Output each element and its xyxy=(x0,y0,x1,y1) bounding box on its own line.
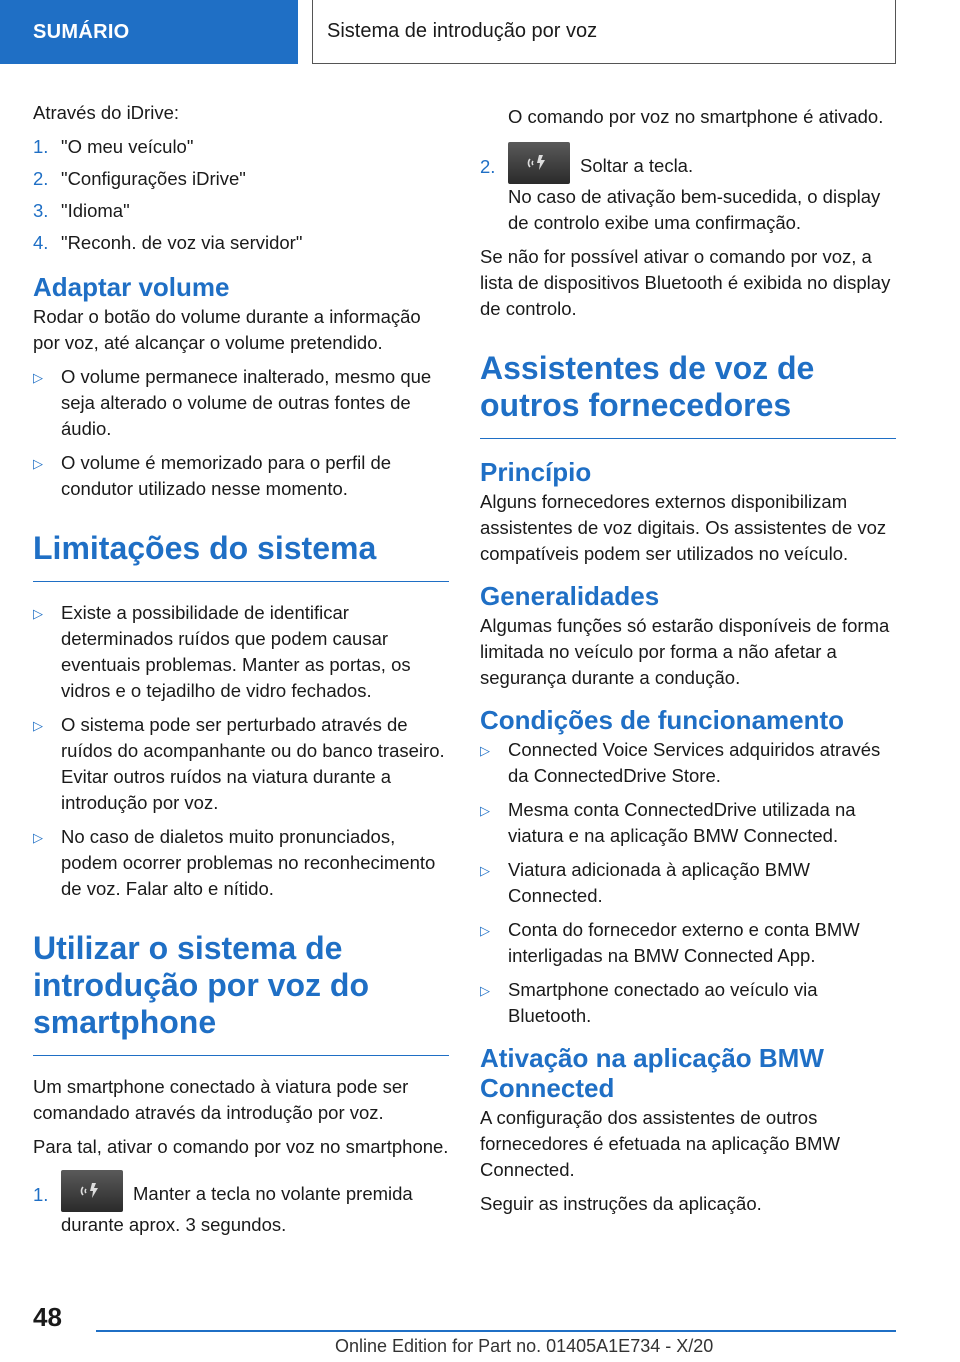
bullet-icon: ▷ xyxy=(33,370,43,385)
smartphone-text-1: Um smartphone conectado à viatura pode ser comandado através da introdução por voz. xyxy=(33,1076,409,1123)
bullet-icon: ▷ xyxy=(480,923,490,938)
principle-heading: Princípio xyxy=(480,457,592,487)
bullet-icon: ▷ xyxy=(33,830,43,845)
left-column xyxy=(33,100,449,1238)
list-item: 4. "Reconh. de voz via servidor" xyxy=(33,232,303,253)
summary-tab[interactable]: SUMÁRIO xyxy=(0,0,298,64)
page-header xyxy=(0,0,960,66)
idrive-steps xyxy=(33,134,449,256)
bullet-icon: ▷ xyxy=(33,606,43,621)
list-item: ▷ Smartphone conectado ao veículo via Bluetooth. xyxy=(480,977,896,1029)
activation-text-2: Seguir as instruções da aplicação. xyxy=(480,1193,762,1214)
smartphone-text-2: Para tal, ativar o comando por voz no smartphone. xyxy=(33,1136,449,1157)
activation-text-1: A configuração dos assistentes de outros fornecedores é efetuada na aplicação BMW Connected. xyxy=(480,1107,840,1180)
activation-heading: Ativação na aplicação BMW Connected xyxy=(480,1043,824,1103)
principle-text: Alguns fornecedores externos disponibilizam assistentes de voz digitais. Os assistentes de voz compatíveis podem ser utilizados no veículo. xyxy=(480,491,887,564)
conditions-heading: Condições de funcionamento xyxy=(480,705,845,735)
list-item: ▷ O sistema pode ser perturbado através de ruídos do acompanhante ou do banco traseiro. Evitar outros ruídos na viatura durante a introdução por voz. xyxy=(33,712,449,816)
volume-text: Rodar o botão do volume durante a informação por voz, até alcançar o volume pretendido. xyxy=(33,306,421,353)
bullet-icon: ▷ xyxy=(33,718,43,733)
conditions-bullets xyxy=(480,737,896,1029)
list-item: 1. "O meu veículo" xyxy=(33,136,194,157)
bullet-icon: ▷ xyxy=(33,456,43,471)
volume-bullets xyxy=(33,364,449,502)
list-item: ▷ Conta do fornecedor externo e conta BMW interligadas na BMW Connected App. xyxy=(480,917,896,969)
general-text: Algumas funções só estarão disponíveis de forma limitada no veículo por forma a não afetar a segurança durante a condução. xyxy=(480,615,890,688)
fail-text: Se não for possível ativar o comando por voz, a lista de dispositivos Bluetooth é exibida no display de controlo. xyxy=(480,246,891,319)
list-item: 3. "Idioma" xyxy=(33,200,130,221)
smartphone-heading: Utilizar o sistema de introdução por voz do smartphone xyxy=(33,930,449,1056)
bullet-icon: ▷ xyxy=(480,803,490,818)
voice-key-icon xyxy=(61,1170,123,1212)
footer-divider xyxy=(96,1330,896,1332)
smartphone-steps-cont xyxy=(480,142,896,184)
smartphone-steps xyxy=(33,1170,449,1238)
bullet-icon: ▷ xyxy=(480,743,490,758)
list-item: ▷ Mesma conta ConnectedDrive utilizada na viatura e na aplicação BMW Connected. xyxy=(480,797,896,849)
bullet-icon: ▷ xyxy=(480,983,490,998)
step2-sub: No caso de ativação bem-sucedida, o display de controlo exibe uma confirmação. xyxy=(508,186,881,233)
list-item: ▷ Connected Voice Services adquiridos através da ConnectedDrive Store. xyxy=(480,737,896,789)
page-number: 48 xyxy=(33,1302,62,1332)
list-item: ▷ Existe a possibilidade de identificar determinados ruídos que podem causar eventuais problemas. Manter as portas, os vidros e o tejadilho de vidro fechados. xyxy=(33,600,449,704)
voice-key-icon xyxy=(508,142,570,184)
list-item: ▷ O volume permanece inalterado, mesmo que seja alterado o volume de outras fontes de áudio. xyxy=(33,364,449,442)
intro-text: Através do iDrive: xyxy=(33,102,179,123)
chapter-title: Sistema de introdução por voz xyxy=(312,0,896,64)
list-item: 2. Soltar a tecla. xyxy=(480,142,896,184)
list-item: ▷ Viatura adicionada à aplicação BMW Connected. xyxy=(480,857,896,909)
right-column xyxy=(480,104,896,1225)
list-item: 1. Manter a tecla no volante premida durante aprox. 3 segundos. xyxy=(33,1170,449,1238)
bullet-icon: ▷ xyxy=(480,863,490,878)
limits-heading: Limitações do sistema xyxy=(33,530,449,582)
list-item: ▷ No caso de dialetos muito pronunciados, podem ocorrer problemas no reconhecimento de voz. Falar alto e nítido. xyxy=(33,824,449,902)
limits-bullets xyxy=(33,600,449,902)
assistants-heading: Assistentes de voz de outros fornecedores xyxy=(480,350,896,439)
volume-heading: Adaptar volume xyxy=(33,272,230,302)
footer-edition[interactable]: Online Edition for Part no. 01405A1E734 - X/20 xyxy=(335,1336,714,1356)
general-heading: Generalidades xyxy=(480,581,660,611)
list-item: ▷ O volume é memorizado para o perfil de condutor utilizado nesse momento. xyxy=(33,450,449,502)
activated-text: O comando por voz no smartphone é ativado. xyxy=(508,106,884,127)
list-item: 2. "Configurações iDrive" xyxy=(33,168,246,189)
